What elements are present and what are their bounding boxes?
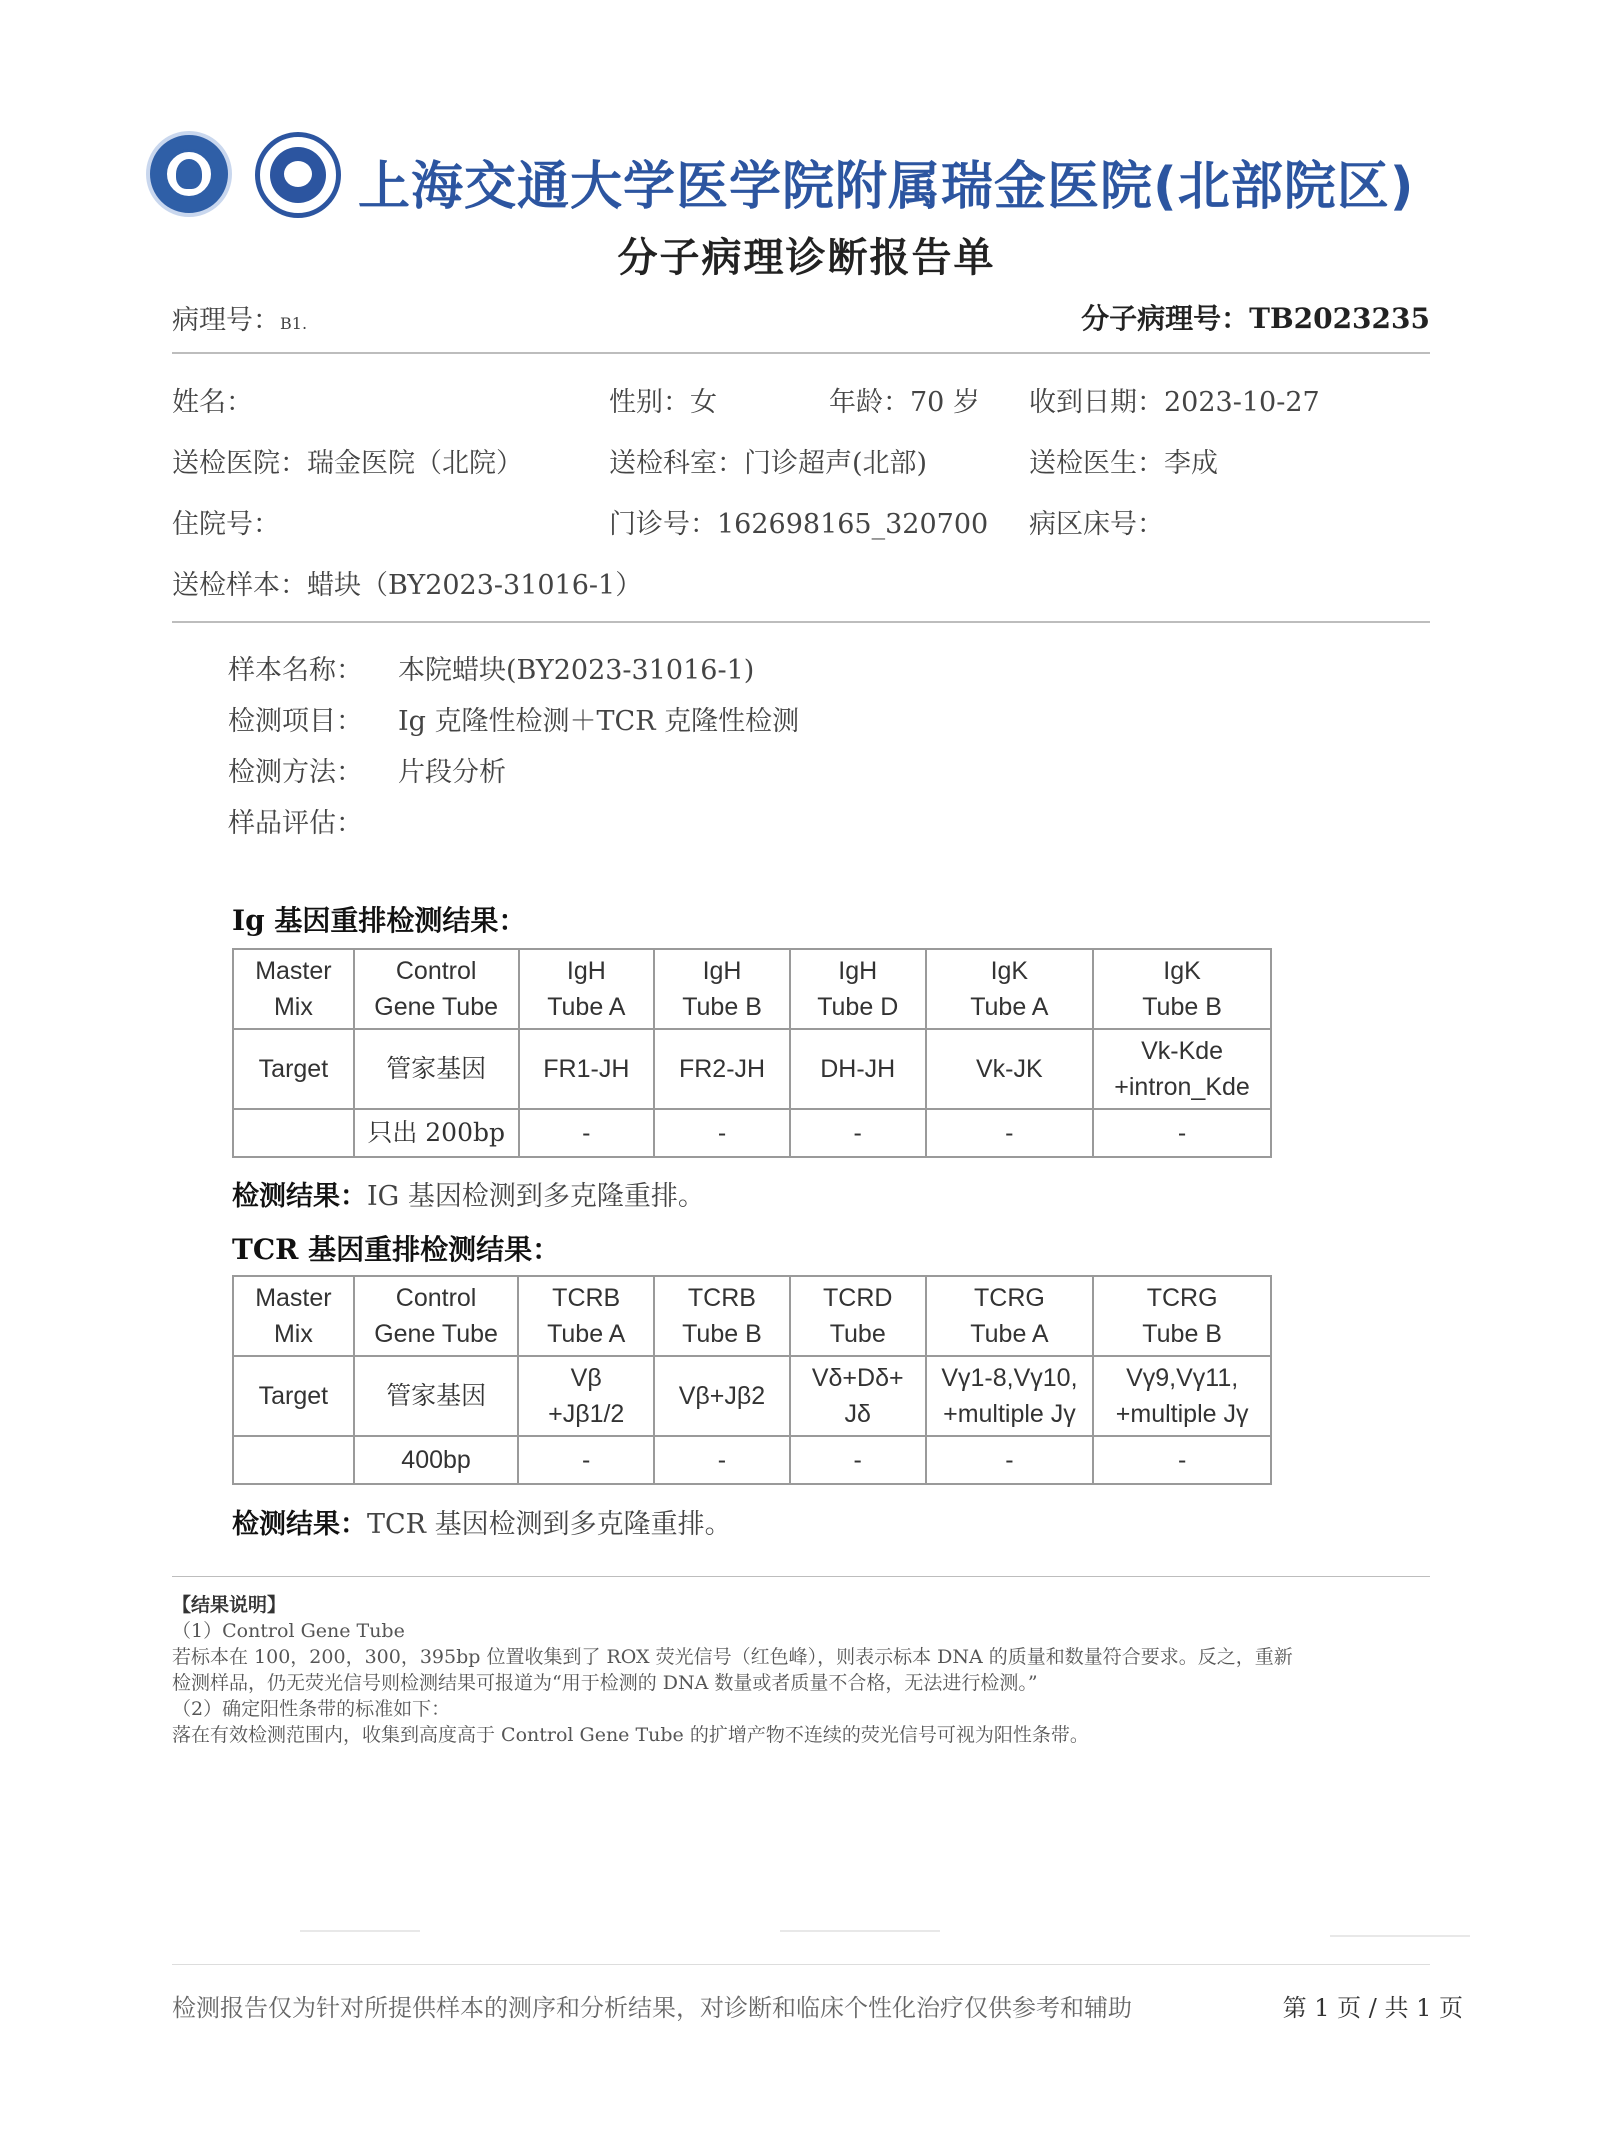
- molecular-no-value: TB2023235: [1249, 302, 1430, 335]
- table-cell: Vk-Kde +intron_Kde: [1093, 1029, 1271, 1109]
- table-cell: FR1-JH: [519, 1029, 655, 1109]
- patient-gender: [609, 380, 717, 419]
- heart-icon: [284, 161, 312, 187]
- divider-mid: [172, 621, 1430, 623]
- page-info: 第 1 页 / 共 1 页: [1282, 1994, 1463, 2022]
- pathology-no-label: 病理号：: [172, 305, 280, 336]
- notes-line: （2）确定阳性条带的标准如下：: [172, 1698, 451, 1720]
- ig-col-master-mix: Master Mix: [233, 949, 354, 1029]
- table-cell: Vβ +Jβ1/2: [518, 1356, 654, 1436]
- ig-col-igh-a: IgH Tube A: [519, 949, 655, 1029]
- tcr-conclusion: [232, 1502, 732, 1541]
- ig-conclusion: [232, 1174, 705, 1213]
- molecular-pathology-no: [1081, 297, 1430, 337]
- tcr-col-tcrd: TCRD Tube: [790, 1276, 926, 1356]
- date-redaction-mark: [1330, 1935, 1470, 1937]
- test-item-label: 检测项目：: [228, 706, 363, 737]
- test-method-value: 片段分析: [398, 757, 506, 788]
- specimen-name-label: 样本名称：: [228, 655, 363, 686]
- ig-col-igh-b: IgH Tube B: [654, 949, 790, 1029]
- molecular-no-label: 分子病理号：: [1081, 302, 1250, 335]
- received-date: [1029, 380, 1320, 419]
- outpatient-value: 162698165_320700: [717, 509, 989, 540]
- doctor-value: 李成: [1164, 448, 1218, 479]
- tcr-target-row: [233, 1356, 1271, 1436]
- ig-conclusion-value: IG 基因检测到多克隆重排。: [367, 1181, 705, 1212]
- dept-value: 门诊超声(北部): [744, 448, 928, 479]
- notes-line: 落在有效检测范围内，收集到高度高于 Control Gene Tube 的扩增产物不连续的荧光信号可视为阳性条带。: [172, 1724, 1089, 1746]
- name-label: 姓名：: [172, 387, 253, 418]
- age-label: 年龄：: [829, 387, 910, 418]
- dept-label: 送检科室：: [609, 448, 744, 479]
- pathology-no: [172, 298, 307, 337]
- table-cell: -: [519, 1109, 655, 1157]
- seal-figure-icon: [176, 159, 202, 189]
- tcr-col-master-mix: Master Mix: [233, 1276, 354, 1356]
- notes-title: 【结果说明】: [172, 1594, 287, 1616]
- tcr-col-tcrg-a: TCRG Tube A: [926, 1276, 1094, 1356]
- table-cell: Vk-JK: [926, 1029, 1094, 1109]
- divider-footer: [172, 1964, 1430, 1965]
- sample-value: 蜡块（BY2023-31016-1）: [307, 570, 643, 601]
- sample-submitted: [172, 563, 642, 602]
- notes-line: 检测样品，仍无荧光信号则检测结果可报道为“用于检测的 DNA 数量或者质量不合格，无法进行检测。”: [172, 1672, 1038, 1694]
- table-cell: 只出 200bp: [354, 1109, 519, 1157]
- table-cell: -: [518, 1436, 654, 1484]
- age-value: 70 岁: [910, 387, 980, 418]
- ig-col-igh-d: IgH Tube D: [790, 949, 926, 1029]
- tcr-col-tcrb-a: TCRB Tube A: [518, 1276, 654, 1356]
- ig-col-igk-b: IgK Tube B: [1093, 949, 1271, 1029]
- notes-line: （1）Control Gene Tube: [172, 1620, 405, 1642]
- inpatient-label: 住院号：: [172, 509, 280, 540]
- heart-emblem-logo: [255, 132, 341, 218]
- table-cell: Vγ1-8,Vγ10, +multiple Jγ: [926, 1356, 1094, 1436]
- signature-redaction-mark: [300, 1930, 420, 1932]
- table-cell: 管家基因: [354, 1356, 519, 1436]
- divider-top: [172, 352, 1430, 354]
- hospital-name: 上海交通大学医学院附属瑞金医院(北部院区): [358, 157, 1415, 217]
- divider-notes: [172, 1576, 1430, 1577]
- test-method-label: 检测方法：: [228, 757, 363, 788]
- table-cell: 400bp: [354, 1436, 519, 1484]
- test-item: [228, 699, 799, 738]
- signature-redaction-mark: [780, 1930, 940, 1932]
- ig-result-row: [233, 1109, 1271, 1157]
- sample-label: 送检样本：: [172, 570, 307, 601]
- footer-disclaimer: 检测报告仅为针对所提供样本的测序和分析结果，对诊断和临床个性化治疗仅供参考和辅助: [172, 1994, 1132, 2022]
- table-cell: -: [1093, 1436, 1271, 1484]
- ig-target-row: [233, 1029, 1271, 1109]
- tcr-col-tcrg-b: TCRG Tube B: [1093, 1276, 1271, 1356]
- ig-col-control: Control Gene Tube: [354, 949, 519, 1029]
- table-cell: DH-JH: [790, 1029, 926, 1109]
- received-label: 收到日期：: [1029, 387, 1164, 418]
- table-cell: -: [654, 1109, 790, 1157]
- received-value: 2023-10-27: [1164, 387, 1320, 418]
- table-cell: Vγ9,Vγ11, +multiple Jγ: [1093, 1356, 1271, 1436]
- table-cell: -: [926, 1109, 1094, 1157]
- outpatient-label: 门诊号：: [609, 509, 717, 540]
- gender-value: 女: [690, 387, 717, 418]
- doctor-label: 送检医生：: [1029, 448, 1164, 479]
- specimen-name-value: 本院蜡块(BY2023-31016-1): [398, 655, 755, 686]
- ward-label: 病区床号：: [1029, 509, 1164, 540]
- patient-age: [829, 380, 980, 419]
- ig-section-title: Ig 基因重排检测结果：: [232, 904, 527, 937]
- tcr-header-row: [233, 1276, 1271, 1356]
- table-cell: FR2-JH: [654, 1029, 790, 1109]
- sending-dept: [609, 441, 927, 480]
- ig-result-table: [232, 948, 1272, 1158]
- table-cell: -: [926, 1436, 1094, 1484]
- tcr-conclusion-label: 检测结果：: [232, 1509, 367, 1540]
- ig-header-row: [233, 949, 1271, 1029]
- table-cell: 管家基因: [354, 1029, 519, 1109]
- ward-bed: [1029, 502, 1164, 541]
- report-title: 分子病理诊断报告单: [617, 235, 996, 281]
- tcr-conclusion-value: TCR 基因检测到多克隆重排。: [367, 1509, 732, 1540]
- test-item-value: Ig 克隆性检测＋TCR 克隆性检测: [398, 706, 800, 737]
- test-method: [228, 750, 506, 789]
- hospital-seal-logo: [146, 131, 232, 217]
- hospital-value: 瑞金医院（北院）: [307, 448, 523, 479]
- table-cell: -: [1093, 1109, 1271, 1157]
- result-notes: [172, 1592, 1442, 1748]
- tcr-section-title: TCR 基因重排检测结果：: [232, 1233, 561, 1266]
- tcr-result-table: [232, 1275, 1272, 1485]
- pathology-no-value: B1.: [280, 314, 308, 333]
- ig-conclusion-label: 检测结果：: [232, 1181, 367, 1212]
- hospital-label: 送检医院：: [172, 448, 307, 479]
- sending-doctor: [1029, 441, 1218, 480]
- tcr-col-control: Control Gene Tube: [354, 1276, 519, 1356]
- tcr-col-tcrb-b: TCRB Tube B: [654, 1276, 790, 1356]
- table-cell: -: [654, 1436, 790, 1484]
- table-cell: Vβ+Jβ2: [654, 1356, 790, 1436]
- table-cell: Target: [233, 1356, 354, 1436]
- inpatient-no: [172, 502, 280, 541]
- table-cell: -: [790, 1109, 926, 1157]
- table-cell: [233, 1109, 354, 1157]
- specimen-name: [228, 648, 754, 687]
- gender-label: 性别：: [609, 387, 690, 418]
- tcr-result-row: [233, 1436, 1271, 1484]
- sample-evaluation: [228, 801, 398, 840]
- table-cell: Vδ+Dδ+ Jδ: [790, 1356, 926, 1436]
- notes-line: 若标本在 100，200，300，395bp 位置收集到了 ROX 荧光信号（红色峰），则表示标本 DNA 的质量和数量符合要求。反之，重新: [172, 1646, 1293, 1668]
- sending-hospital: [172, 441, 523, 480]
- table-cell: Target: [233, 1029, 354, 1109]
- sample-eval-label: 样品评估：: [228, 808, 363, 839]
- patient-name: [172, 380, 253, 419]
- ig-col-igk-a: IgK Tube A: [926, 949, 1094, 1029]
- table-cell: -: [790, 1436, 926, 1484]
- table-cell: [233, 1436, 354, 1484]
- outpatient-no: [609, 502, 988, 541]
